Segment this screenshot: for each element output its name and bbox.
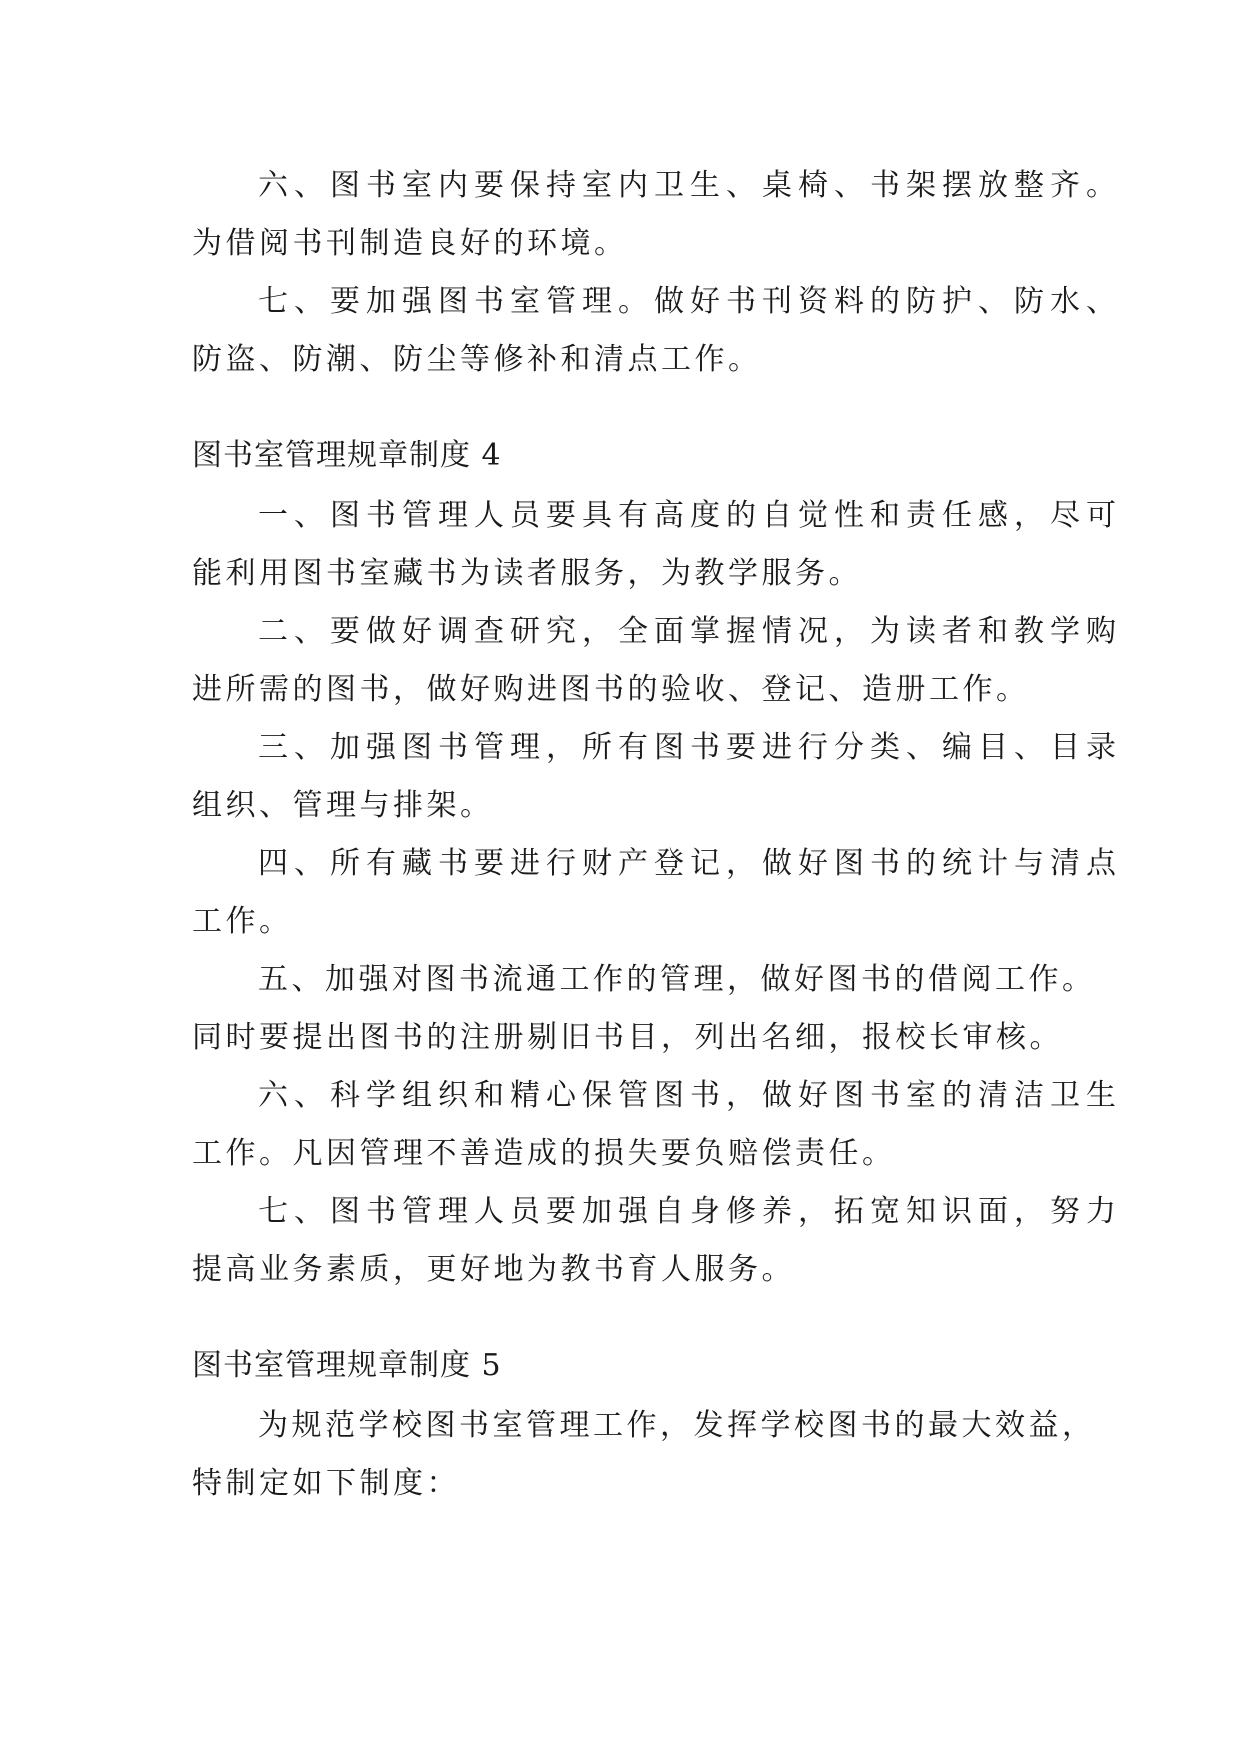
paragraph-line: 组织、管理与排架。 — [192, 788, 494, 823]
paragraph-line: 工作。 — [192, 904, 293, 939]
paragraph-line: 进所需的图书，做好购进图书的验收、登记、造册工作。 — [192, 672, 1030, 707]
paragraph-line: 提高业务素质，更好地为教书育人服务。 — [192, 1252, 795, 1287]
paragraph-line: 五、加强对图书流通工作的管理，做好图书的借阅工作。 — [258, 962, 1096, 997]
paragraph-line: 特制定如下制度： — [192, 1466, 460, 1501]
paragraph-line: 防盗、防潮、防尘等修补和清点工作。 — [192, 342, 762, 377]
paragraph-line: 能利用图书室藏书为读者服务，为教学服务。 — [192, 556, 862, 591]
paragraph-line: 一、图书管理人员要具有高度的自觉性和责任感，尽可 — [258, 498, 1122, 533]
paragraph-line: 二、要做好调查研究，全面掌握情况，为读者和教学购 — [258, 614, 1122, 649]
section-heading: 图书室管理规章制度 5 — [192, 1348, 502, 1383]
paragraph-line: 四、所有藏书要进行财产登记，做好图书的统计与清点 — [258, 846, 1122, 881]
paragraph-line: 六、图书室内要保持室内卫生、桌椅、书架摆放整齐。 — [258, 168, 1122, 203]
paragraph-line: 为借阅书刊制造良好的环境。 — [192, 226, 628, 261]
paragraph-line: 为规范学校图书室管理工作，发挥学校图书的最大效益， — [258, 1408, 1096, 1443]
paragraph-line: 七、图书管理人员要加强自身修养，拓宽知识面，努力 — [258, 1194, 1122, 1229]
paragraph-line: 七、要加强图书室管理。做好书刊资料的防护、防水、 — [258, 284, 1122, 319]
section-heading: 图书室管理规章制度 4 — [192, 438, 502, 473]
paragraph-line: 六、科学组织和精心保管图书，做好图书室的清洁卫生 — [258, 1078, 1122, 1113]
paragraph-line: 工作。凡因管理不善造成的损失要负赔偿责任。 — [192, 1136, 896, 1171]
paragraph-line: 三、加强图书管理，所有图书要进行分类、编目、目录 — [258, 730, 1122, 765]
paragraph-line: 同时要提出图书的注册剔旧书目，列出名细，报校长审核。 — [192, 1020, 1063, 1055]
